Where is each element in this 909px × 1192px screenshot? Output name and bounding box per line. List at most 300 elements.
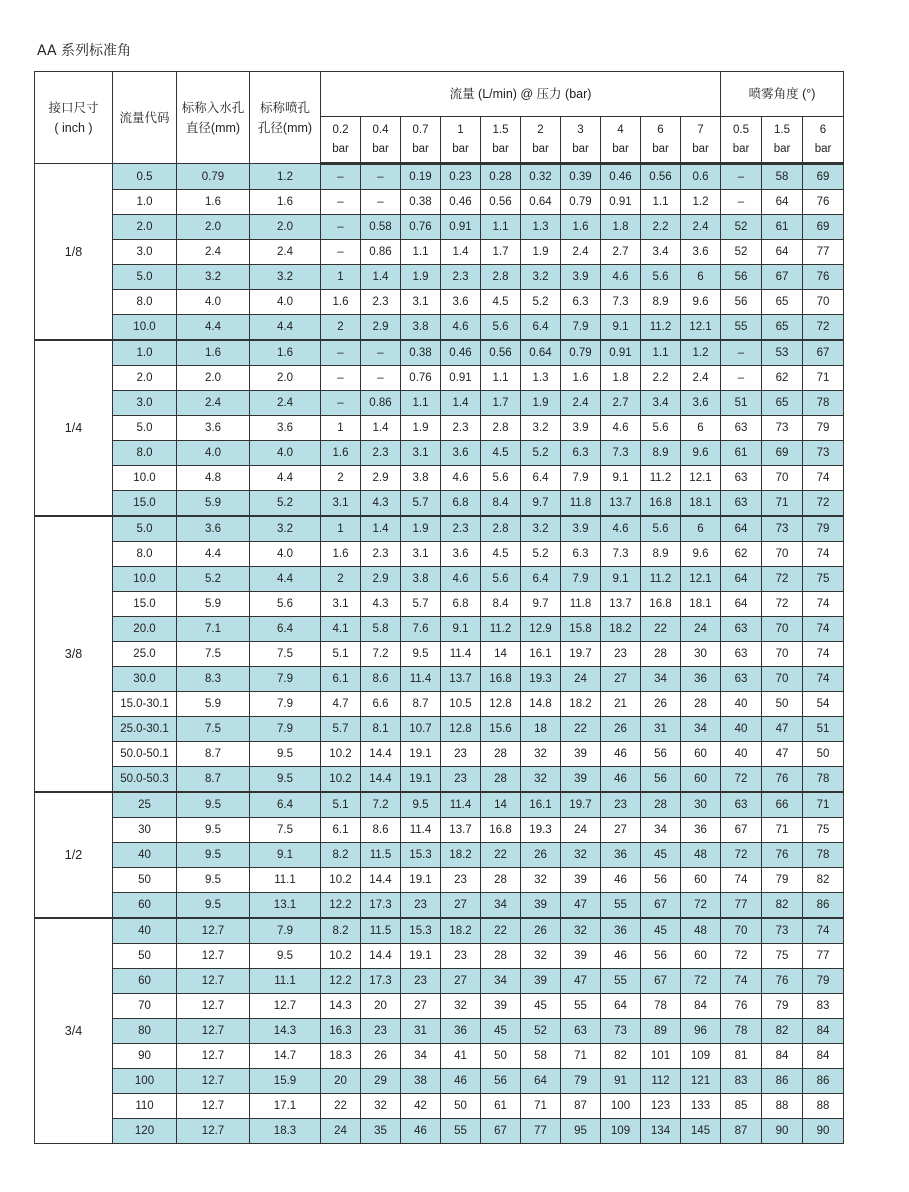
flow-code-cell: 70 xyxy=(113,994,177,1019)
flow-rate-cell: – xyxy=(361,340,401,366)
spray-angle-cell: 70 xyxy=(762,466,803,491)
flow-rate-cell: 23 xyxy=(401,969,441,994)
col-header-angle: 喷雾角度 (°) xyxy=(721,72,844,117)
flow-rate-cell: 1.8 xyxy=(601,215,641,240)
flow-rate-cell: 12.2 xyxy=(321,893,361,919)
inlet-diameter-cell: 12.7 xyxy=(177,1044,250,1069)
flow-rate-cell: 14.4 xyxy=(361,742,401,767)
flow-rate-cell: 0.6 xyxy=(681,164,721,190)
flow-code-cell: 3.0 xyxy=(113,240,177,265)
spray-angle-cell: 50 xyxy=(803,742,844,767)
flow-rate-cell: 58 xyxy=(521,1044,561,1069)
flow-rate-cell: 45 xyxy=(481,1019,521,1044)
flow-rate-cell: 23 xyxy=(601,792,641,818)
pressure-unit: bar xyxy=(332,142,349,155)
flow-code-cell: 8.0 xyxy=(113,441,177,466)
flow-code-cell: 3.0 xyxy=(113,391,177,416)
inlet-diameter-cell: 8.7 xyxy=(177,742,250,767)
flow-rate-cell: 23 xyxy=(601,642,641,667)
flow-rate-cell: 0.46 xyxy=(601,164,641,190)
pressure-unit: bar xyxy=(692,142,709,155)
flow-rate-cell: 12.8 xyxy=(441,717,481,742)
flow-rate-cell: 4.3 xyxy=(361,491,401,517)
flow-rate-cell: 3.9 xyxy=(561,516,601,542)
flow-rate-cell: 32 xyxy=(441,994,481,1019)
flow-rate-cell: 32 xyxy=(521,742,561,767)
flow-rate-cell: 1.4 xyxy=(441,240,481,265)
flow-rate-cell: 1.1 xyxy=(641,340,681,366)
inlet-diameter-cell: 12.7 xyxy=(177,994,250,1019)
flow-rate-cell: 5.6 xyxy=(641,516,681,542)
col-header-inlet-line1: 标称入水孔 xyxy=(181,100,245,115)
flow-rate-cell: 8.9 xyxy=(641,542,681,567)
table-row xyxy=(35,366,844,391)
flow-rate-cell: 3.6 xyxy=(681,240,721,265)
flow-rate-cell: 5.6 xyxy=(481,466,521,491)
flow-rate-cell: 24 xyxy=(561,667,601,692)
table-row xyxy=(35,1094,844,1119)
spray-angle-cell: 72 xyxy=(721,944,762,969)
flow-pressure-header xyxy=(401,117,441,164)
spray-angle-cell: 51 xyxy=(721,391,762,416)
flow-rate-cell: 1.4 xyxy=(441,391,481,416)
flow-rate-cell: 34 xyxy=(401,1044,441,1069)
flow-rate-cell: 0.86 xyxy=(361,391,401,416)
flow-rate-cell: 19.3 xyxy=(521,818,561,843)
spray-angle-cell: 81 xyxy=(721,1044,762,1069)
spray-angle-cell: 63 xyxy=(721,491,762,517)
flow-code-cell: 5.0 xyxy=(113,516,177,542)
flow-rate-cell: 46 xyxy=(601,944,641,969)
flow-rate-cell: 6.6 xyxy=(361,692,401,717)
flow-code-cell: 2.0 xyxy=(113,215,177,240)
flow-rate-cell: 0.56 xyxy=(481,340,521,366)
spray-angle-cell: 83 xyxy=(721,1069,762,1094)
flow-rate-cell: 3.1 xyxy=(401,290,441,315)
inlet-diameter-cell: 7.1 xyxy=(177,617,250,642)
flow-rate-cell: – xyxy=(321,164,361,190)
flow-rate-cell: 12.9 xyxy=(521,617,561,642)
flow-rate-cell: 1.6 xyxy=(561,215,601,240)
flow-rate-cell: 3.1 xyxy=(401,542,441,567)
flow-rate-cell: 55 xyxy=(441,1119,481,1144)
flow-rate-cell: 4.5 xyxy=(481,542,521,567)
flow-rate-cell: 7.9 xyxy=(561,466,601,491)
flow-rate-cell: 12.1 xyxy=(681,466,721,491)
flow-rate-cell: 2.4 xyxy=(681,215,721,240)
table-row xyxy=(35,818,844,843)
flow-rate-cell: 71 xyxy=(521,1094,561,1119)
flow-rate-cell: 1.3 xyxy=(521,215,561,240)
flow-rate-cell: 2.7 xyxy=(601,240,641,265)
spray-angle-cell: – xyxy=(721,366,762,391)
flow-rate-cell: 4.6 xyxy=(441,466,481,491)
flow-rate-cell: 10.2 xyxy=(321,742,361,767)
orifice-diameter-cell: 5.2 xyxy=(250,491,321,517)
flow-rate-cell: 8.7 xyxy=(401,692,441,717)
orifice-diameter-cell: 2.4 xyxy=(250,240,321,265)
flow-rate-cell: 0.46 xyxy=(441,340,481,366)
flow-code-cell: 100 xyxy=(113,1069,177,1094)
orifice-diameter-cell: 4.4 xyxy=(250,466,321,491)
table-row xyxy=(35,592,844,617)
flow-rate-cell: 29 xyxy=(361,1069,401,1094)
flow-rate-cell: 1 xyxy=(321,516,361,542)
flow-rate-cell: 8.9 xyxy=(641,441,681,466)
inlet-diameter-cell: 4.4 xyxy=(177,315,250,341)
spray-angle-cell: 90 xyxy=(762,1119,803,1144)
table-body xyxy=(35,164,844,1144)
spray-angle-cell: 72 xyxy=(762,567,803,592)
flow-rate-cell: 5.6 xyxy=(641,416,681,441)
flow-code-cell: 50 xyxy=(113,868,177,893)
orifice-diameter-cell: 4.4 xyxy=(250,567,321,592)
flow-rate-cell: 5.6 xyxy=(641,265,681,290)
pressure-value: 0.4 xyxy=(372,123,389,136)
flow-rate-cell: 7.2 xyxy=(361,792,401,818)
angle-pressure-header xyxy=(762,117,803,164)
spray-angle-cell: 78 xyxy=(721,1019,762,1044)
flow-rate-cell: 2.2 xyxy=(641,215,681,240)
flow-rate-cell: 8.9 xyxy=(641,290,681,315)
spray-angle-cell: 50 xyxy=(762,692,803,717)
spray-angle-cell: 76 xyxy=(803,265,844,290)
flow-rate-cell: 1.7 xyxy=(481,240,521,265)
flow-rate-cell: 56 xyxy=(641,742,681,767)
flow-rate-cell: 56 xyxy=(641,944,681,969)
flow-rate-cell: 11.4 xyxy=(441,642,481,667)
flow-rate-cell: 7.3 xyxy=(601,290,641,315)
spray-angle-cell: 66 xyxy=(762,792,803,818)
flow-rate-cell: 109 xyxy=(601,1119,641,1144)
inlet-diameter-cell: 8.3 xyxy=(177,667,250,692)
flow-rate-cell: 2.3 xyxy=(361,441,401,466)
flow-rate-cell: 0.86 xyxy=(361,240,401,265)
flow-rate-cell: 14 xyxy=(481,792,521,818)
flow-rate-cell: 5.2 xyxy=(521,542,561,567)
flow-rate-cell: 133 xyxy=(681,1094,721,1119)
inlet-diameter-cell: 5.2 xyxy=(177,567,250,592)
flow-rate-cell: 7.9 xyxy=(561,315,601,341)
flow-rate-cell: 64 xyxy=(521,1069,561,1094)
spray-angle-cell: 63 xyxy=(721,466,762,491)
flow-rate-cell: 1.2 xyxy=(681,190,721,215)
spray-angle-cell: 76 xyxy=(721,994,762,1019)
flow-rate-cell: 9.7 xyxy=(521,491,561,517)
spray-angle-cell: 74 xyxy=(803,617,844,642)
flow-rate-cell: 89 xyxy=(641,1019,681,1044)
flow-rate-cell: 36 xyxy=(601,843,641,868)
flow-rate-cell: 12.8 xyxy=(481,692,521,717)
flow-rate-cell: 8.6 xyxy=(361,667,401,692)
spray-angle-cell: 72 xyxy=(721,843,762,868)
flow-rate-cell: 15.6 xyxy=(481,717,521,742)
flow-rate-cell: 50 xyxy=(481,1044,521,1069)
orifice-diameter-cell: 3.2 xyxy=(250,265,321,290)
pressure-value: 6 xyxy=(657,123,664,136)
table-row xyxy=(35,692,844,717)
spray-angle-cell: 75 xyxy=(762,944,803,969)
table-row xyxy=(35,792,844,818)
inlet-diameter-cell: 2.4 xyxy=(177,391,250,416)
table-row xyxy=(35,164,844,190)
spray-angle-cell: 63 xyxy=(721,617,762,642)
spray-angle-cell: 73 xyxy=(803,441,844,466)
spray-angle-cell: 82 xyxy=(803,868,844,893)
flow-rate-cell: 2.4 xyxy=(681,366,721,391)
flow-rate-cell: 3.4 xyxy=(641,391,681,416)
table-row xyxy=(35,1019,844,1044)
flow-rate-cell: – xyxy=(321,391,361,416)
flow-rate-cell: 5.7 xyxy=(321,717,361,742)
spray-angle-cell: 65 xyxy=(762,290,803,315)
col-header-orifice-line1: 标称喷孔 xyxy=(259,100,310,115)
spray-angle-cell: 82 xyxy=(762,1019,803,1044)
flow-rate-cell: 17.3 xyxy=(361,893,401,919)
flow-rate-cell: 0.64 xyxy=(521,340,561,366)
spray-angle-cell: 73 xyxy=(762,416,803,441)
flow-rate-cell: 19.1 xyxy=(401,742,441,767)
flow-code-cell: 110 xyxy=(113,1094,177,1119)
pressure-value: 0.7 xyxy=(412,123,429,136)
spray-angle-cell: 64 xyxy=(721,567,762,592)
flow-rate-cell: 2.9 xyxy=(361,315,401,341)
spray-angle-cell: 70 xyxy=(762,667,803,692)
table-row xyxy=(35,567,844,592)
table-row xyxy=(35,918,844,944)
flow-rate-cell: 18.1 xyxy=(681,491,721,517)
flow-rate-cell: 6.8 xyxy=(441,592,481,617)
spray-angle-cell: 79 xyxy=(762,868,803,893)
flow-rate-cell: 34 xyxy=(481,969,521,994)
col-header-code: 流量代码 xyxy=(113,72,177,164)
flow-rate-cell: 23 xyxy=(441,742,481,767)
orifice-diameter-cell: 11.1 xyxy=(250,868,321,893)
orifice-diameter-cell: 2.0 xyxy=(250,366,321,391)
flow-rate-cell: 12.1 xyxy=(681,315,721,341)
spray-angle-cell: 56 xyxy=(721,265,762,290)
flow-rate-cell: 0.38 xyxy=(401,340,441,366)
flow-code-cell: 40 xyxy=(113,843,177,868)
flow-rate-cell: 26 xyxy=(521,918,561,944)
flow-rate-cell: 28 xyxy=(641,792,681,818)
flow-rate-cell: 96 xyxy=(681,1019,721,1044)
flow-rate-cell: 23 xyxy=(361,1019,401,1044)
inlet-diameter-cell: 9.5 xyxy=(177,818,250,843)
spray-angle-cell: 40 xyxy=(721,742,762,767)
flow-code-cell: 50.0-50.3 xyxy=(113,767,177,793)
flow-rate-cell: 1.2 xyxy=(681,340,721,366)
flow-rate-cell: 13.7 xyxy=(441,667,481,692)
flow-rate-cell: – xyxy=(321,366,361,391)
flow-rate-cell: 39 xyxy=(521,969,561,994)
spray-angle-cell: 87 xyxy=(721,1119,762,1144)
flow-rate-cell: 14.4 xyxy=(361,767,401,793)
flow-rate-cell: 14.4 xyxy=(361,868,401,893)
flow-rate-cell: 3.8 xyxy=(401,315,441,341)
flow-rate-cell: 3.9 xyxy=(561,416,601,441)
flow-pressure-header xyxy=(321,117,361,164)
flow-rate-cell: 46 xyxy=(601,742,641,767)
flow-rate-cell: 19.7 xyxy=(561,792,601,818)
table-row xyxy=(35,340,844,366)
flow-rate-cell: 36 xyxy=(681,818,721,843)
spray-angle-cell: 69 xyxy=(803,215,844,240)
flow-rate-cell: 9.7 xyxy=(521,592,561,617)
spray-angle-cell: 74 xyxy=(803,592,844,617)
spray-angle-cell: 52 xyxy=(721,240,762,265)
flow-rate-cell: 32 xyxy=(561,843,601,868)
flow-rate-cell: 123 xyxy=(641,1094,681,1119)
spray-angle-cell: 64 xyxy=(721,592,762,617)
spray-angle-cell: 82 xyxy=(762,893,803,919)
flow-rate-cell: 22 xyxy=(561,717,601,742)
flow-rate-cell: 18 xyxy=(521,717,561,742)
flow-rate-cell: 6.1 xyxy=(321,818,361,843)
flow-rate-cell: 15.8 xyxy=(561,617,601,642)
flow-rate-cell: 5.7 xyxy=(401,491,441,517)
flow-pressure-header xyxy=(521,117,561,164)
flow-rate-cell: 36 xyxy=(601,918,641,944)
flow-rate-cell: 19.3 xyxy=(521,667,561,692)
flow-code-cell: 5.0 xyxy=(113,416,177,441)
flow-rate-cell: 32 xyxy=(521,944,561,969)
pressure-unit: bar xyxy=(773,142,791,155)
flow-rate-cell: 84 xyxy=(681,994,721,1019)
spray-angle-cell: 71 xyxy=(762,491,803,517)
flow-rate-cell: 134 xyxy=(641,1119,681,1144)
spray-angle-cell: 76 xyxy=(762,969,803,994)
flow-rate-cell: 0.91 xyxy=(601,340,641,366)
flow-code-cell: 15.0-30.1 xyxy=(113,692,177,717)
flow-rate-cell: 1 xyxy=(321,265,361,290)
flow-rate-cell: 78 xyxy=(641,994,681,1019)
flow-code-cell: 50.0-50.1 xyxy=(113,742,177,767)
flow-rate-cell: 60 xyxy=(681,742,721,767)
pressure-unit: bar xyxy=(412,142,429,155)
flow-rate-cell: 5.8 xyxy=(361,617,401,642)
spray-angle-cell: 76 xyxy=(803,190,844,215)
flow-rate-cell: 3.8 xyxy=(401,567,441,592)
flow-rate-cell: 19.1 xyxy=(401,767,441,793)
flow-rate-cell: 27 xyxy=(441,893,481,919)
flow-rate-cell: 91 xyxy=(601,1069,641,1094)
flow-rate-cell: 5.6 xyxy=(481,315,521,341)
spray-angle-cell: – xyxy=(721,190,762,215)
flow-code-cell: 25.0 xyxy=(113,642,177,667)
flow-rate-cell: 36 xyxy=(441,1019,481,1044)
connection-size-cell: 1/8 xyxy=(35,164,113,341)
flow-rate-cell: 46 xyxy=(441,1069,481,1094)
flow-rate-cell: 82 xyxy=(601,1044,641,1069)
flow-rate-cell: 7.2 xyxy=(361,642,401,667)
flow-rate-cell: 18.1 xyxy=(681,592,721,617)
flow-code-cell: 8.0 xyxy=(113,290,177,315)
spray-angle-cell: 69 xyxy=(762,441,803,466)
inlet-diameter-cell: 12.7 xyxy=(177,969,250,994)
spray-angle-cell: 72 xyxy=(721,767,762,793)
flow-rate-cell: 4.6 xyxy=(601,265,641,290)
flow-rate-cell: 0.23 xyxy=(441,164,481,190)
flow-rate-cell: 6.4 xyxy=(521,466,561,491)
spray-angle-cell: 70 xyxy=(803,290,844,315)
flow-rate-cell: 4.6 xyxy=(601,416,641,441)
flow-rate-cell: 39 xyxy=(481,994,521,1019)
flow-rate-cell: 9.6 xyxy=(681,441,721,466)
flow-code-cell: 10.0 xyxy=(113,567,177,592)
spray-angle-cell: 67 xyxy=(721,818,762,843)
orifice-diameter-cell: 3.2 xyxy=(250,516,321,542)
flow-rate-cell: 14.8 xyxy=(521,692,561,717)
flow-rate-cell: 18.2 xyxy=(601,617,641,642)
flow-rate-cell: 3.8 xyxy=(401,466,441,491)
flow-rate-cell: – xyxy=(361,164,401,190)
flow-code-cell: 2.0 xyxy=(113,366,177,391)
connection-size-cell: 3/8 xyxy=(35,516,113,792)
flow-rate-cell: 1.4 xyxy=(361,265,401,290)
flow-rate-cell: 0.56 xyxy=(641,164,681,190)
angle-pressure-header xyxy=(803,117,844,164)
orifice-diameter-cell: 7.9 xyxy=(250,667,321,692)
flow-rate-cell: 34 xyxy=(641,818,681,843)
inlet-diameter-cell: 5.9 xyxy=(177,491,250,517)
pressure-unit: bar xyxy=(732,142,750,155)
table-row xyxy=(35,491,844,517)
flow-rate-cell: 2 xyxy=(321,315,361,341)
orifice-diameter-cell: 18.3 xyxy=(250,1119,321,1144)
pressure-value: 3 xyxy=(577,123,584,136)
flow-rate-cell: 7.3 xyxy=(601,542,641,567)
flow-pressure-header xyxy=(441,117,481,164)
flow-rate-cell: 31 xyxy=(401,1019,441,1044)
spray-angle-cell: 84 xyxy=(762,1044,803,1069)
flow-rate-cell: 67 xyxy=(481,1119,521,1144)
flow-rate-cell: 0.28 xyxy=(481,164,521,190)
flow-rate-cell: 18.2 xyxy=(441,843,481,868)
spray-angle-cell: 83 xyxy=(803,994,844,1019)
flow-rate-cell: 56 xyxy=(641,767,681,793)
orifice-diameter-cell: 2.0 xyxy=(250,215,321,240)
flow-code-cell: 80 xyxy=(113,1019,177,1044)
inlet-diameter-cell: 12.7 xyxy=(177,1119,250,1144)
spray-angle-cell: 86 xyxy=(762,1069,803,1094)
flow-rate-cell: 1.4 xyxy=(361,516,401,542)
flow-rate-cell: 5.7 xyxy=(401,592,441,617)
flow-rate-cell: 8.4 xyxy=(481,491,521,517)
flow-pressure-header xyxy=(681,117,721,164)
flow-rate-cell: 16.1 xyxy=(521,642,561,667)
flow-rate-cell: 1.3 xyxy=(521,366,561,391)
orifice-diameter-cell: 6.4 xyxy=(250,792,321,818)
table-row xyxy=(35,516,844,542)
spray-angle-cell: 64 xyxy=(762,240,803,265)
spray-angle-cell: 72 xyxy=(803,315,844,341)
table-row xyxy=(35,391,844,416)
flow-rate-cell: 0.19 xyxy=(401,164,441,190)
table-row xyxy=(35,969,844,994)
flow-rate-cell: 0.58 xyxy=(361,215,401,240)
flow-rate-cell: 6.1 xyxy=(321,667,361,692)
flow-rate-cell: 101 xyxy=(641,1044,681,1069)
flow-rate-cell: 1.6 xyxy=(321,441,361,466)
flow-rate-cell: 1.8 xyxy=(601,366,641,391)
flow-rate-cell: 11.2 xyxy=(481,617,521,642)
flow-rate-cell: 28 xyxy=(481,767,521,793)
pressure-unit: bar xyxy=(452,142,469,155)
flow-rate-cell: 10.5 xyxy=(441,692,481,717)
flow-rate-cell: 18.3 xyxy=(321,1044,361,1069)
flow-rate-cell: 5.2 xyxy=(521,441,561,466)
